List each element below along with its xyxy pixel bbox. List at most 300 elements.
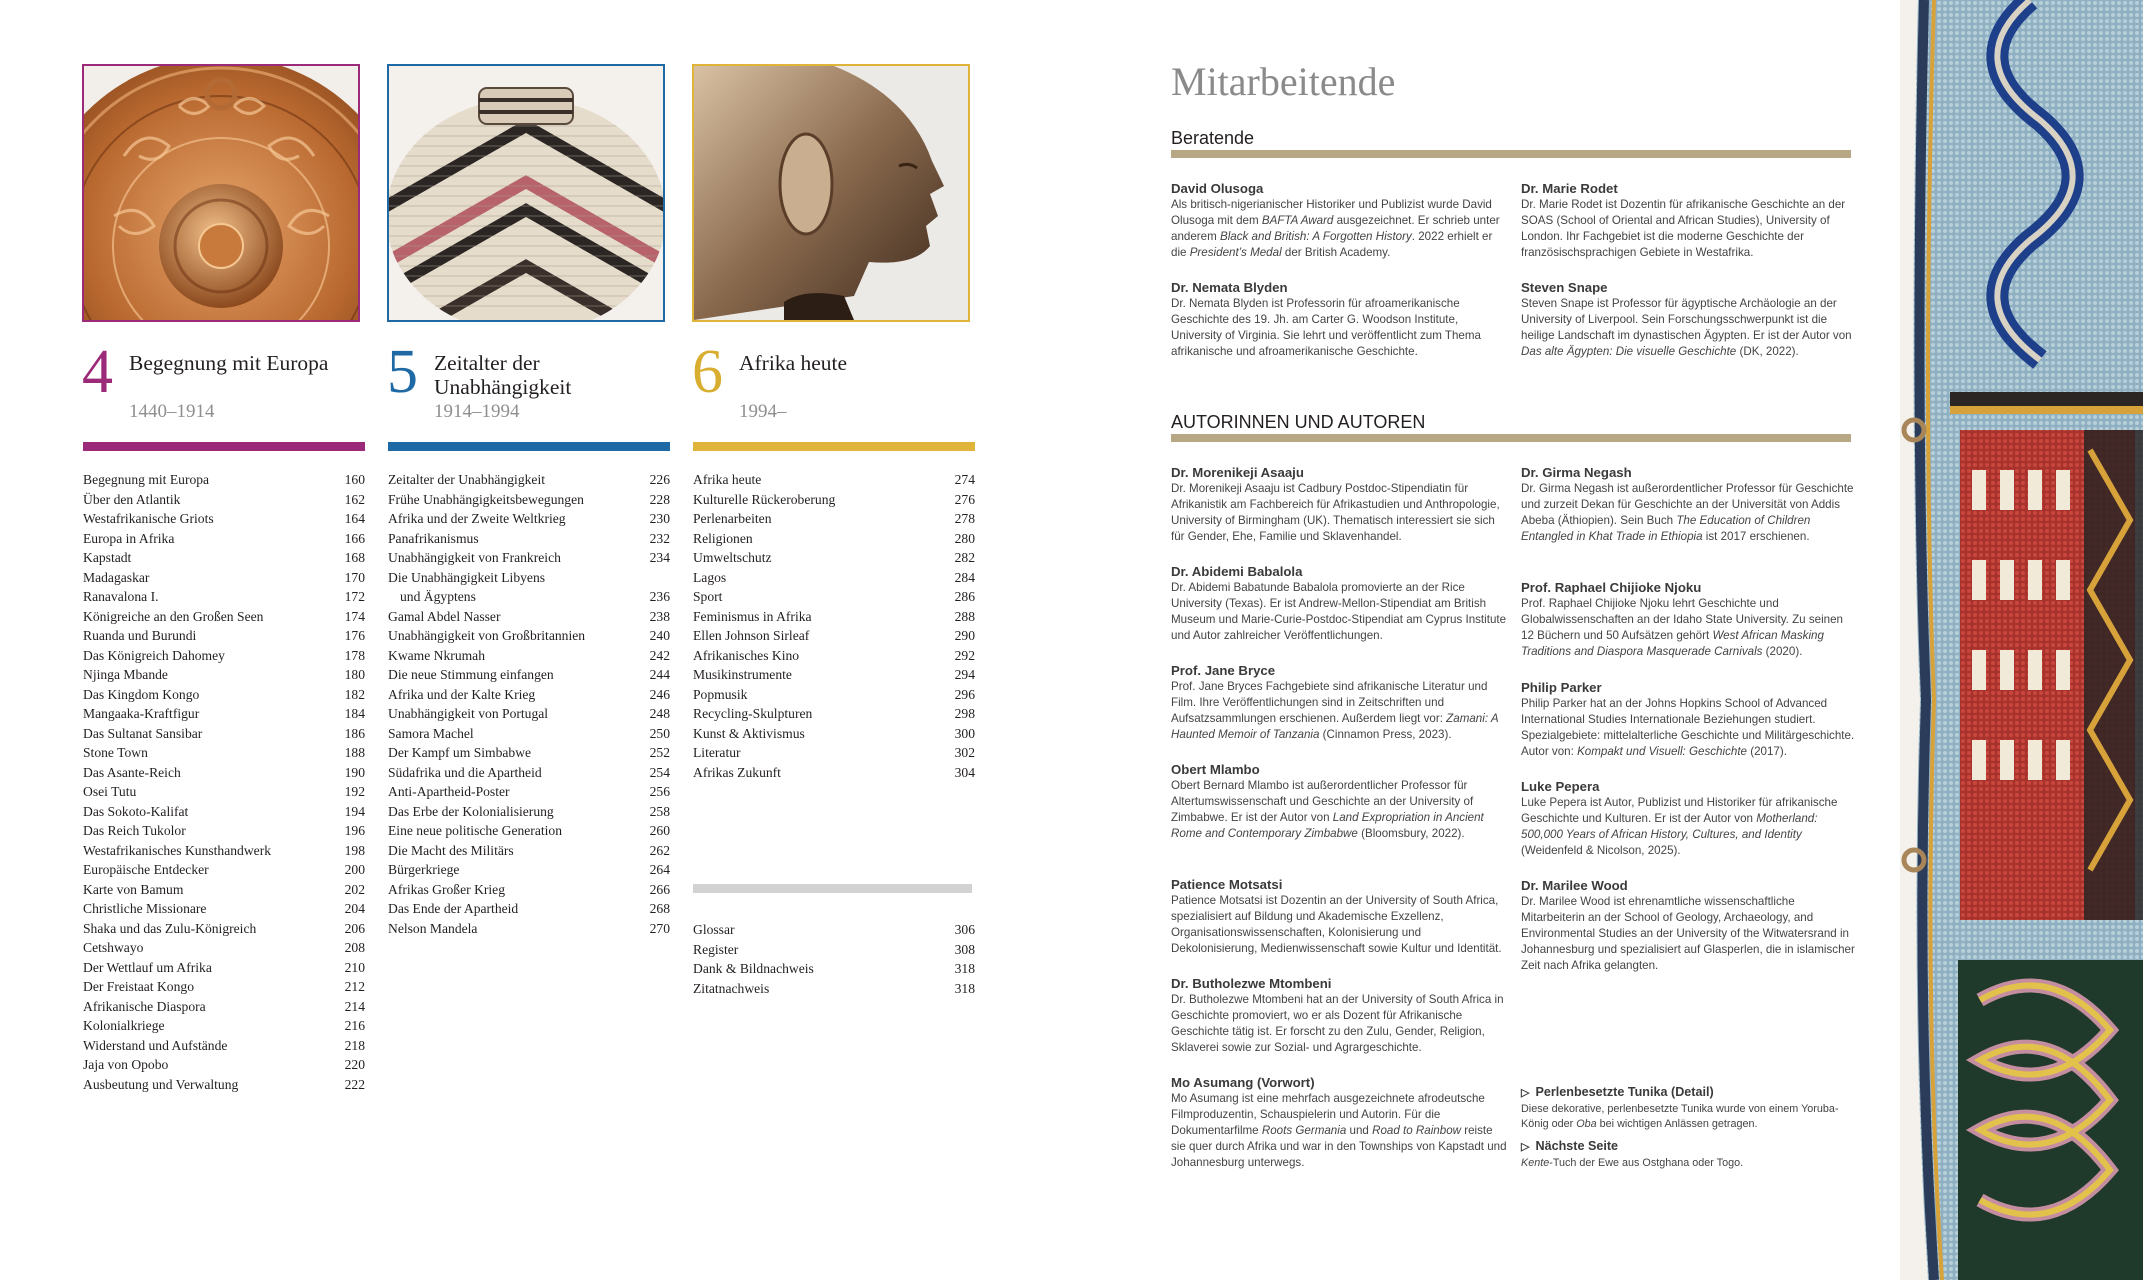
toc-entry [388,743,670,763]
toc-entry-page: 164 [344,511,365,526]
page-title: Mitarbeitende [1171,59,1396,104]
toc-entry-title: Bürgerkriege [388,862,460,877]
toc-entry-page: 238 [649,608,670,624]
toc-entry-page: 302 [954,745,975,760]
toc-entry-page: 170 [344,569,365,585]
toc-entry [83,1075,365,1095]
chapter-4-toc [83,470,365,1094]
bio-author [1521,778,1859,859]
toc-entry [83,880,365,900]
toc-entry-title: Westafrikanische Griots [83,511,214,526]
toc-entry-title: Kolonialkriege [83,1018,165,1033]
advisors-heading: Beratende [1171,128,1255,148]
toc-entry-title: Perlenarbeiten [693,511,772,526]
contributor-name: Philip Parker [1521,680,1602,695]
toc-entry [693,529,975,549]
bio-author [1171,761,1509,842]
toc-entry [388,646,670,666]
toc-entry-title: Südafrika und die Apartheid [388,764,542,780]
toc-entry [83,607,365,627]
contributor-description: Dr. Marilee Wood ist ehrenamtliche wissenschaftliche Mitarbeiterin an der School of Geology, Archaeology, and Environmental Studies an der University of the Witwatersrand in Johannesburg und spezialisiert auf Glasperlen, die in islamischer Zeit nach Afrika gelangten. [1521,895,1855,972]
bio-advisor [1171,279,1509,360]
toc-entry-page: 246 [649,686,670,702]
toc-entry [693,548,975,568]
toc-entry [83,587,365,607]
toc-entry [83,919,365,939]
toc-entry-page: 248 [649,706,670,721]
toc-entry [83,802,365,822]
toc-entry [693,626,975,646]
toc-entry-page: 228 [649,491,670,507]
toc-entry [388,860,670,880]
contributor-name: Dr. Marie Rodet [1521,181,1618,196]
contributor-name: Dr. Morenikeji Asaaju [1171,465,1304,480]
toc-entry-page: 244 [649,667,670,682]
toc-entry [83,490,365,510]
toc-entry-page: 182 [344,686,365,702]
bio-author [1521,679,1859,760]
toc-entry-title: Popmusik [693,686,748,702]
toc-entry [388,763,670,783]
toc-entry-page: 290 [954,628,975,643]
toc-entry-title: Glossar [693,922,735,937]
toc-entry-page: 206 [344,920,365,936]
toc-entry [693,587,975,607]
toc-entry-title: Feminismus in Afrika [693,608,812,624]
bio-advisor [1521,279,1859,360]
contributor-name: Luke Pepera [1521,779,1600,794]
toc-entry-page: 166 [344,530,365,546]
chapter-5-toc [388,470,670,938]
toc-entry [83,1016,365,1036]
toc-entry [388,880,670,900]
toc-entry-page: 274 [954,472,975,487]
toc-entry-page: 296 [954,686,975,702]
toc-entry-page: 160 [344,472,365,487]
chapter-title: Zeitalter der Unabhängigkeit [434,351,572,399]
toc-entry-page: 178 [344,647,365,663]
toc-entry-title: Kapstadt [83,550,132,565]
chapter-5-image-woven-basket [387,64,665,322]
toc-entry [83,724,365,744]
toc-entry-page: 260 [649,823,670,838]
beaded-tunic-image [1900,0,2143,1280]
chapter-4-heading [82,338,364,440]
toc-entry [693,509,975,529]
toc-entry [83,568,365,588]
toc-entry-page: 318 [954,980,975,996]
contributor-name: David Olusoga [1171,181,1264,196]
toc-entry-page: 306 [954,922,975,937]
toc-entry-page: 292 [954,647,975,663]
toc-entry-title: Die neue Stimmung einfangen [388,667,554,682]
toc-entry [388,587,670,607]
contributor-description: Prof. Raphael Chijioke Njoku lehrt Geschichte und Globalwissenschaften an der Idaho State University. Zu seinen 12 Büchern und 50 Aufsätzen gehört West African Masking Traditions and Diaspora Masquerade Carnivals (2020). [1521,597,1844,658]
toc-entry [83,509,365,529]
contributor-description: Philip Parker hat an der Johns Hopkins School of Advanced International Studies Internationale Beziehungen studiert. Spezialgebiete: mittelalterliche Geschichte und Militärgeschichte. Autor von: Kompakt und Visuell: Geschichte (2017). [1521,697,1855,758]
toc-entry-page: 174 [344,608,365,624]
contributor-description: Prof. Jane Bryces Fachgebiete sind afrikanische Literatur und Film. Ihre Veröffentlichungen sind in Zeitschriften und Aufsatzsammlungen erschienen. Außerdem liegt vor: Zamani: A Haunted Memoir of Tanzania (Cinnamon Press, 2023). [1171,680,1499,741]
toc-entry [83,1036,365,1056]
toc-entry [693,607,975,627]
contributor-name: Prof. Raphael Chijioke Njoku [1521,580,1702,595]
chapter-title: Afrika heute [739,351,848,375]
toc-entry-page: 218 [344,1037,365,1053]
toc-entry-title: Anti-Apartheid-Poster [388,784,510,799]
chapter-6-color-bar [693,442,975,451]
toc-entry-page: 198 [344,842,365,858]
caption-tunic [1521,1084,1851,1132]
bio-advisor [1171,180,1509,261]
toc-entry [83,899,365,919]
toc-entry-title: Europa in Afrika [83,530,175,546]
toc-entry-page: 184 [344,706,365,721]
toc-entry-page: 194 [344,803,365,819]
triangle-right-icon: ▷ [1521,1087,1530,1099]
toc-entry-page: 236 [649,589,670,604]
toc-entry-page: 220 [344,1057,365,1072]
toc-entry-title: Ausbeutung und Verwaltung [83,1076,239,1092]
toc-entry-title: Die Unabhängigkeit Libyens [388,569,546,585]
toc-entry-page: 258 [649,803,670,819]
toc-entry-title: Afrikas Großer Krieg [388,881,506,897]
toc-entry [693,568,975,588]
toc-entry-title: Afrika heute [693,472,762,487]
caption-text: Diese dekorative, perlenbesetzte Tunika wurde von einem Yoruba-König oder Oba bei wichtigen Anlässen getragen. [1521,1103,1839,1130]
back-matter-toc [693,920,975,998]
toc-entry [693,685,975,705]
chapter-4-image-copper-plate [82,64,360,322]
back-matter-bar [693,884,972,893]
toc-entry [693,470,975,490]
toc-entry [83,685,365,705]
toc-entry [388,821,670,841]
contributor-name: Dr. Girma Negash [1521,465,1632,480]
toc-entry [388,704,670,724]
toc-entry-page: 264 [649,862,670,877]
toc-entry [388,490,670,510]
toc-entry-title: Das Sokoto-Kalifat [83,803,189,819]
toc-entry-title: Afrikas Zukunft [693,764,781,780]
toc-entry-title: Der Wettlauf um Afrika [83,959,212,975]
toc-entry-title: Karte von Bamum [83,881,184,897]
toc-entry-title: Das Reich Tukolor [83,823,186,838]
toc-entry [388,607,670,627]
contributor-description: Dr. Morenikeji Asaaju ist Cadbury Postdoc-Stipendiatin für Afrikanistik am Fachbereich für Afrikastudien und Anthropologie, University of Birmingham (UK). Thematisch interessiert sie sich für Gender, Ehe, Familie und Sklavenhandel. [1171,482,1500,543]
chapter-6-toc [693,470,975,782]
toc-entry-page: 300 [954,725,975,741]
authors-rule [1171,434,1851,442]
toc-entry-page: 162 [344,491,365,507]
toc-entry-page: 276 [954,491,975,507]
toc-entry-title: Literatur [693,745,741,760]
contributor-description: Obert Bernard Mlambo ist außerordentlicher Professor für Altertumswissenschaft und Geschichte an der University of Zimbabwe. Er ist der Autor von Land Expropriation in Ancient Rome and Contemporary Zimbabwe (Bloomsbury, 2022). [1171,779,1484,840]
toc-entry-title: Register [693,941,739,957]
toc-entry-page: 278 [954,511,975,526]
toc-entry [83,997,365,1017]
toc-entry [388,568,670,588]
toc-entry [83,665,365,685]
toc-entry-page: 214 [344,998,365,1014]
toc-entry [83,743,365,763]
authors-heading: AUTORINNEN UND AUTOREN [1171,412,1426,432]
toc-entry [83,821,365,841]
toc-entry [83,548,365,568]
toc-entry-title: Frühe Unabhängigkeitsbewegungen [388,491,584,507]
toc-entry-title: Afrikanische Diaspora [83,998,206,1014]
toc-entry [693,490,975,510]
contributor-description: Dr. Girma Negash ist außerordentlicher Professor für Geschichte und zurzeit Dekan für Geschichte an der Universität von Addis Abeba (Äthiopien). Sein Buch The Education of Children Entangled in Khat Trade in Ethiopia ist 2017 erschienen. [1521,482,1854,543]
toc-entry [83,626,365,646]
toc-entry-page: 188 [344,745,365,760]
toc-entry-title: Njinga Mbande [83,667,168,682]
contributor-description: Dr. Abidemi Babatunde Babalola promovierte an der Rice University (Texas). Er ist Andrew-Mellon-Stipendiat am British Museum und Marie-Curie-Postdoc-Stipendiat am Cyprus Institute und Autor zahlreicher Veröffentlichungen. [1171,581,1507,642]
toc-entry [83,646,365,666]
toc-entry [388,782,670,802]
contributor-name: Mo Asumang (Vorwort) [1171,1075,1315,1090]
chapter-4-color-bar [83,442,365,451]
toc-entry-title: Der Kampf um Simbabwe [388,745,532,760]
bio-author [1521,877,1859,974]
toc-entry-title: Sport [693,589,723,604]
toc-entry [388,841,670,861]
toc-entry [83,529,365,549]
toc-entry-title: Das Sultanat Sansibar [83,725,203,741]
chapter-number: 6 [692,338,723,406]
toc-entry [693,646,975,666]
toc-entry [388,529,670,549]
toc-entry-title: Unabhängigkeit von Großbritannien [388,628,586,643]
toc-entry-page: 256 [649,784,670,799]
toc-entry-title: Über den Atlantik [83,491,181,507]
toc-entry-title: Kwame Nkrumah [388,647,486,663]
toc-entry-page: 232 [649,530,670,546]
toc-entry-page: 208 [344,940,365,955]
toc-entry-page: 172 [344,589,365,604]
chapter-6-image-bronze-head [692,64,970,322]
toc-entry-title: Religionen [693,530,753,546]
toc-entry-page: 294 [954,667,975,682]
contributor-name: Prof. Jane Bryce [1171,663,1276,678]
toc-entry-page: 180 [344,667,365,682]
toc-entry-page: 268 [649,901,670,916]
toc-entry-page: 186 [344,725,365,741]
toc-entry [693,743,975,763]
toc-entry [388,470,670,490]
toc-entry-title: Ruanda und Burundi [83,628,197,643]
toc-entry-title: Dank & Bildnachweis [693,961,814,976]
contributor-description: Luke Pepera ist Autor, Publizist und Historiker für afrikanische Geschichte und Kulturen. Er ist der Autor von Motherland: 500,000 Years of African History, Cultures, and Identity (Weidenfeld & Nicolson, 2025). [1521,796,1838,857]
toc-entry-title: Zitatnachweis [693,980,770,996]
toc-entry-page: 212 [344,979,365,994]
caption-title: ▷ Perlenbesetzte Tunika (Detail) [1521,1084,1851,1102]
toc-entry-title: Der Freistaat Kongo [83,979,194,994]
toc-entry [83,938,365,958]
toc-entry-page: 308 [954,941,975,957]
toc-entry-title: Musikinstrumente [693,667,792,682]
toc-entry-title: Eine neue politische Generation [388,823,563,838]
toc-entry [693,920,975,940]
toc-entry-title: Unabhängigkeit von Portugal [388,706,549,721]
toc-entry-title: Königreiche an den Großen Seen [83,608,264,624]
bio-advisor [1521,180,1859,261]
chapter-6-heading [692,338,974,440]
toc-entry-title: Panafrikanismus [388,530,479,546]
toc-entry-title: Unabhängigkeit von Frankreich [388,550,561,565]
toc-entry-page: 318 [954,961,975,976]
triangle-right-icon: ▷ [1521,1141,1530,1153]
contributor-description: Steven Snape ist Professor für ägyptische Archäologie an der University of Liverpool. Sein Forschungsschwerpunkt ist die heilige Landschaft im dynastischen Ägypten. Er ist der Autor von Das alte Ägypten: Die visuelle Geschichte (DK, 2022). [1521,297,1852,358]
toc-entry-page: 298 [954,706,975,721]
toc-entry [388,626,670,646]
toc-entry [693,959,975,979]
contributor-name: Patience Motsatsi [1171,877,1283,892]
toc-entry-title: Jaja von Opobo [83,1057,169,1072]
toc-entry [388,509,670,529]
contributor-description: Mo Asumang ist eine mehrfach ausgezeichnete afrodeutsche Filmproduzentin, Schauspielerin und Autorin. Für die Dokumentarfilme Roots Germania und Road to Rainbow reiste sie quer durch Afrika und war in den Townships von Kapstadt und Johannesburg unterwegs. [1171,1092,1507,1169]
chapter-title: Begegnung mit Europa [129,351,329,375]
toc-entry-page: 200 [344,862,365,877]
toc-entry-title: Das Kingdom Kongo [83,686,200,702]
contributor-name: Dr. Butholezwe Mtombeni [1171,976,1332,991]
contributor-name: Steven Snape [1521,280,1608,295]
contributor-name: Dr. Nemata Blyden [1171,280,1288,295]
toc-entry-title: Widerstand und Aufstände [83,1037,228,1053]
toc-entry-title: Afrikanisches Kino [693,647,800,663]
toc-entry-title: Europäische Entdecker [83,862,209,877]
toc-entry [693,979,975,999]
bio-author [1521,464,1859,545]
toc-entry-page: 176 [344,628,365,643]
contributor-description: Dr. Marie Rodet ist Dozentin für afrikanische Geschichte an der SOAS (School of Oriental and African Studies), University of London. Ihr Fachgebiet ist die moderne Geschichte der französischsprachigen Gebiete in Westafrika. [1521,198,1846,259]
toc-entry-title: Madagaskar [83,569,150,585]
toc-entry-page: 204 [344,901,365,916]
toc-entry-title: Shaka und das Zulu-Königreich [83,920,257,936]
toc-entry [388,665,670,685]
contributor-description: Dr. Butholezwe Mtombeni hat an der University of South Africa in Geschichte promoviert, wo er als Dozent für Afrikanische Geschichte tätig ist. Er forscht zu den Zulu, Gender, Religion, Sklaverei sowie zur Sozial- und Agrargeschichte. [1171,993,1504,1054]
toc-entry-title: Begegnung mit Europa [83,472,210,487]
chapter-years: 1914–1994 [434,401,520,422]
chapter-years: 1440–1914 [129,401,215,422]
toc-entry [693,704,975,724]
toc-entry [693,724,975,744]
chapter-number: 5 [387,338,418,406]
toc-entry-title: Das Ende der Apartheid [388,901,519,916]
toc-entry-title: Kunst & Aktivismus [693,725,805,741]
toc-entry-title: Zeitalter der Unabhängigkeit [388,472,546,487]
bio-author [1171,1074,1509,1171]
toc-entry [693,763,975,783]
toc-entry [83,860,365,880]
toc-entry [388,724,670,744]
toc-entry-page: 288 [954,608,975,624]
toc-entry-title: Stone Town [83,745,148,760]
toc-entry [83,763,365,783]
toc-entry-title: Das Erbe der Kolonialisierung [388,803,554,819]
bio-author [1521,579,1859,660]
bio-author [1171,662,1509,743]
toc-entry-title: Das Asante-Reich [83,764,181,780]
chapter-5-heading [387,338,669,440]
contributor-description: Als britisch-nigerianischer Historiker und Publizist wurde David Olusoga mit dem BAFTA Award ausgezeichnet. Er schrieb unter anderem Black and British: A Forgotten History. 2022 erhielt er die President’s Medal der British Academy. [1171,198,1500,259]
toc-entry [83,841,365,861]
toc-entry-page: 192 [344,784,365,799]
toc-entry [388,919,670,939]
chapter-years: 1994– [739,401,787,422]
toc-entry-page: 226 [649,472,670,487]
toc-entry-page: 234 [649,550,670,565]
bio-author [1171,876,1509,957]
toc-entry-title: Das Königreich Dahomey [83,647,225,663]
toc-entry-title: Mangaaka-Kraftfigur [83,706,200,721]
toc-entry-title: und Ägyptens [400,589,476,604]
toc-entry [693,940,975,960]
contributor-name: Obert Mlambo [1171,762,1260,777]
toc-entry-page: 284 [954,569,975,585]
toc-entry-page: 250 [649,725,670,741]
toc-entry-title: Westafrikanisches Kunsthandwerk [83,842,272,858]
toc-entry-page: 280 [954,530,975,546]
toc-entry-title: Umweltschutz [693,550,772,565]
toc-entry-page: 216 [344,1018,365,1033]
toc-entry [693,665,975,685]
caption-text: Kente-Tuch der Ewe aus Ostghana oder Togo. [1521,1157,1744,1169]
toc-entry-page: 202 [344,881,365,897]
toc-entry-page: 282 [954,550,975,565]
caption-next-page [1521,1138,1851,1171]
toc-entry-page: 196 [344,823,365,838]
toc-entry [83,977,365,997]
toc-entry-title: Afrika und der Kalte Krieg [388,686,536,702]
toc-entry [388,802,670,822]
toc-entry-page: 210 [344,959,365,975]
toc-entry-page: 286 [954,589,975,604]
toc-entry-page: 252 [649,745,670,760]
toc-entry [388,685,670,705]
contributor-description: Patience Motsatsi ist Dozentin an der University of South Africa, spezialisiert auf Bildung und Akademische Exzellenz, Organisationswissenschaften, Kolonisierung und Dekolonisierung, Medienwissenschaft sowie Kultur und Identität. [1171,894,1502,955]
toc-entry-title: Recycling-Skulpturen [693,706,813,721]
toc-entry-title: Afrika und der Zweite Weltkrieg [388,511,566,526]
toc-entry-title: Nelson Mandela [388,920,478,936]
bio-author [1171,975,1509,1056]
toc-entry-page: 168 [344,550,365,565]
toc-entry-title: Samora Machel [388,725,474,741]
toc-entry-page: 254 [649,764,670,780]
toc-entry-page: 262 [649,842,670,858]
toc-entry-title: Ellen Johnson Sirleaf [693,628,810,643]
toc-entry [83,704,365,724]
toc-entry [388,899,670,919]
toc-entry-title: Kulturelle Rückeroberung [693,491,836,507]
advisors-rule [1171,150,1851,158]
toc-entry [83,1055,365,1075]
toc-entry-page: 190 [344,764,365,780]
contributor-name: Dr. Marilee Wood [1521,878,1628,893]
caption-title: ▷ Nächste Seite [1521,1138,1851,1156]
toc-entry [83,958,365,978]
contributor-name: Dr. Abidemi Babalola [1171,564,1303,579]
bio-author [1171,563,1509,644]
toc-entry-page: 242 [649,647,670,663]
contributor-description: Dr. Nemata Blyden ist Professorin für afroamerikanische Geschichte des 19. Jh. am Carter G. Woodson Institute, University of Virginia. Sie lehrt und veröffentlicht zum Thema afrikanische und afroamerikanische Geschichte. [1171,297,1481,358]
bio-author [1171,464,1509,545]
chapter-number: 4 [82,338,113,406]
toc-entry [83,782,365,802]
toc-entry-title: Christliche Missionare [83,901,207,916]
toc-entry-title: Ranavalona I. [83,589,159,604]
toc-entry-title: Osei Tutu [83,784,137,799]
toc-entry [83,470,365,490]
